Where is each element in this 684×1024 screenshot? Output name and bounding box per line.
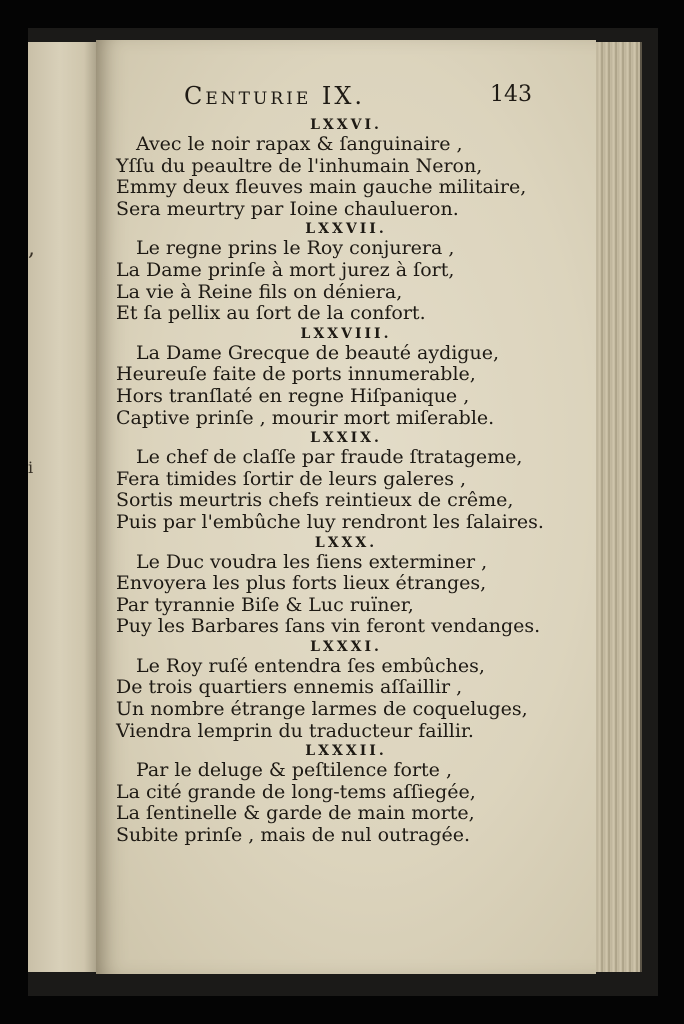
verse-line: Le chef de claſſe par fraude ſtratageme,: [136, 446, 523, 469]
verse-line: Le Duc voudra les ſiens exterminer ,: [136, 550, 488, 573]
quatrain-verse: [116, 656, 596, 742]
verse-line: Le regne prins le Roy conjurera ,: [136, 237, 455, 260]
quatrain: [96, 429, 596, 533]
verse-line: Captive prinſe , mourir mort miſerable.: [116, 406, 495, 429]
page-number: 143: [490, 82, 532, 107]
verse-line: La Dame prinſe à mort jurez à ſort,: [116, 258, 455, 281]
page-title: Centurie IX.: [184, 82, 366, 110]
quatrain-number: LXXX.: [314, 534, 378, 551]
verse-line: Fera timides ſortir de leurs galeres ,: [116, 467, 467, 490]
verse-line: Avec le noir rapax & ſanguinaire ,: [136, 133, 463, 155]
verse-line: Le Roy ruſé entendra ſes embûches,: [136, 654, 485, 677]
quatrain: [96, 534, 596, 638]
quatrain-verse: [116, 552, 596, 638]
verse-line: La vie à Reine fils on déniera,: [116, 280, 403, 303]
verse-line: Puis par l'embûche luy rendront les ſalaires.: [116, 510, 544, 533]
quatrain: [96, 638, 596, 742]
quatrain-verse: [116, 760, 596, 846]
quatrain: [96, 220, 596, 324]
verse-line: La cité grande de long-tems aſſiegée,: [116, 780, 476, 803]
verse-line: Par le deluge & peſtilence forte ,: [136, 759, 453, 782]
quatrain: [96, 325, 596, 429]
verse-line: Sortis meurtris chefs reintieux de crême,: [116, 489, 514, 512]
page-stack-edges: [590, 42, 642, 972]
quatrain-number: LXXXI.: [310, 638, 382, 655]
verse-line: Viendra lemprin du traducteur faillir.: [116, 719, 474, 742]
quatrain-verse: [116, 134, 596, 220]
verse-line: Et ſa pellix au ſort de la confort.: [116, 302, 426, 325]
quatrain-number: LXXVII.: [305, 221, 387, 238]
verse-line: Subite prinſe , mais de nul outragée.: [116, 824, 471, 847]
quatrain-verse: [116, 343, 596, 429]
left-page-mark: i: [28, 458, 34, 477]
quatrain-number: LXXVI.: [310, 117, 382, 133]
quatrain-number: LXXIX.: [310, 430, 382, 447]
quatrain: [96, 742, 596, 846]
verse-line: La Dame Grecque de beauté aydigue,: [136, 341, 499, 364]
quatrain-verse: [116, 238, 596, 324]
verse-line: Heureuſe faite de ports innumerable,: [116, 363, 476, 386]
verse-line: Puy les Barbares ſans vin feront vendanges.: [116, 615, 541, 638]
verse-line: Yſſu du peaultre de l'inhumain Neron,: [116, 154, 483, 177]
page-content: [96, 82, 596, 847]
verse-line: Un nombre étrange larmes de coqueluges,: [116, 698, 528, 721]
verse-line: Hors tranſlaté en regne Hiſpanique ,: [116, 384, 470, 407]
verse-line: Par tyrannie Biſe & Luc ruïner,: [116, 593, 414, 616]
verse-line: De trois quartiers ennemis aſſaillir ,: [116, 676, 463, 699]
verse-line: Emmy deux fleuves main gauche militaire,: [116, 176, 527, 199]
left-page-edge: [28, 42, 100, 972]
running-header: [96, 82, 596, 116]
left-page-mark: ,: [28, 236, 35, 261]
verse-line: La ſentinelle & garde de main morte,: [116, 802, 475, 825]
quatrain-verse: [116, 447, 596, 533]
quatrain-number: LXXVIII.: [300, 325, 392, 342]
quatrain-number: LXXXII.: [305, 743, 387, 760]
verse-line: Envoyera les plus forts lieux étranges,: [116, 572, 487, 595]
verse-line: Sera meurtry par Ioine chaulueron.: [116, 197, 459, 220]
quatrain: [96, 116, 596, 220]
